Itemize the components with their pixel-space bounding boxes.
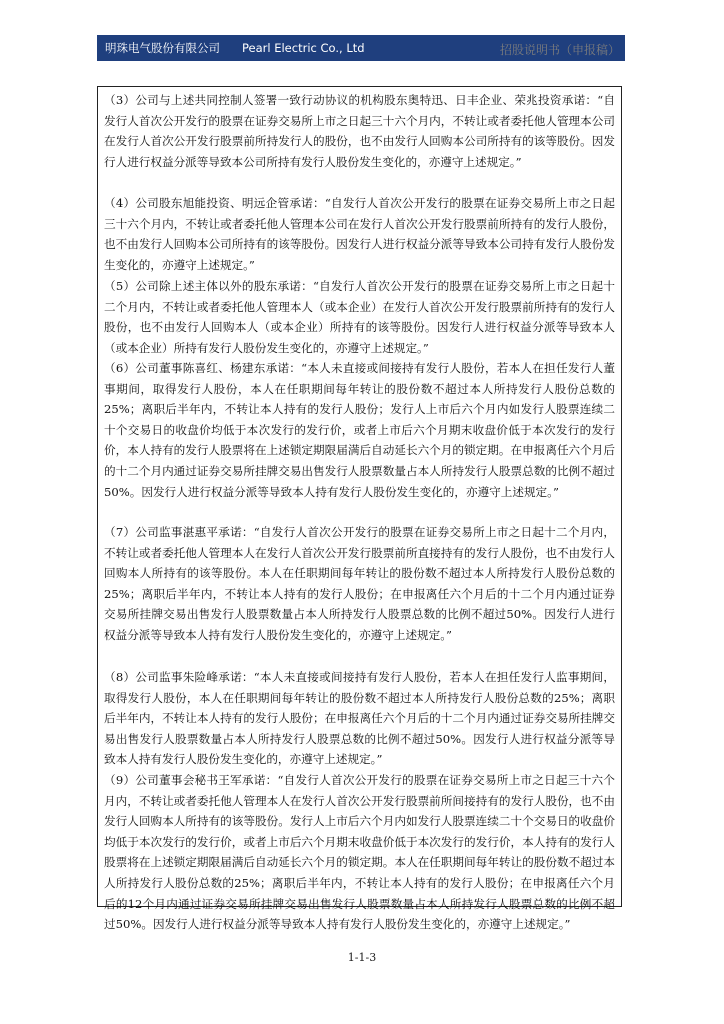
company-name-en: Pearl Electric Co., Ltd — [242, 41, 365, 55]
content-body — [104, 90, 615, 935]
header-company — [105, 40, 365, 56]
paragraph-6: （6）公司董事陈喜红、杨建东承诺：“本人未直接或间接持有发行人股份，若本人在担任发行人董事期间，取得发行人股份，本人在任职期间每年转让的股份数不超过本人所持发行人股份总数的25%；离职后半年内，不转让本人持有的发行人股份；发行人上市后六个月内如发行人股票连续二十个交易日的收盘价均低于本次发行的发行价，或者上市后六个月期末收盘价低于本次发行的发行价，本人持有的发行人股票将在上述锁定期限届满后自动延长六个月的锁定期。在申报离任六个月后的十二个月内通过证券交易所挂牌交易出售发行人股票数量占本人所持发行人股票总数的比例不超过50%。因发行人进行权益分派等导致本人持有发行人股份发生变化的，亦遵守上述规定。” — [104, 361, 615, 499]
paragraph-4: （4）公司股东旭能投资、明远企管承诺：“自发行人首次公开发行的股票在证券交易所上市之日起三十六个月内，不转让或者委托他人管理本公司在发行人首次公开发行股票前所持有的发行人股份，也不由发行人回购本公司所持有的该等股份。因发行人进行权益分派等导致本公司持有发行人股份发生变化的，亦遵守上述规定。” — [104, 196, 615, 272]
paragraph-7: （7）公司监事湛惠平承诺：“自发行人首次公开发行的股票在证券交易所上市之日起十二个月内，不转让或者委托他人管理本人在发行人首次公开发行股票前所直接持有的发行人股份，也不由发行人回购本人所持有的该等股份。本人在任职期间每年转让的股份数不超过本人所持发行人股份总数的25%；离职后半年内，不转让本人持有的发行人股份；在申报离任六个月后的十二个月内通过证券交易所挂牌交易出售发行人股票数量占本人所持发行人股票总数的比例不超过50%。因发行人进行权益分派等导致本人持有发行人股份发生变化的，亦遵守上述规定。” — [104, 525, 615, 642]
content-frame — [97, 86, 622, 932]
paragraph-8: （8）公司监事朱险峰承诺：“本人未直接或间接持有发行人股份，若本人在担任发行人监事期间，取得发行人股份，本人在任职期间每年转让的股份数不超过本人所持发行人股份总数的25%；离职后半年内，不转让本人持有的发行人股份；在申报离任六个月后的十二个月内通过证券交易所挂牌交易出售发行人股票数量占本人所持发行人股票总数的比例不超过50%。因发行人进行权益分派等导致本人持有发行人股份发生变化的，亦遵守上述规定。” — [104, 670, 615, 767]
paragraph-3: （3）公司与上述共同控制人签署一致行动协议的机构股东奥特迅、日丰企业、荣兆投资承诺：“自发行人首次公开发行的股票在证券交易所上市之日起三十六个月内，不转让或者委托他人管理本公司在发行人首次公开发行股票前所持发行人的股份，也不由发行人回购本公司所持有的该等股份。因发行人进行权益分派等导致本公司所持有发行人股份发生变化的，亦遵守上述规定。” — [104, 93, 615, 169]
paragraph-5: （5）公司除上述主体以外的股东承诺：“自发行人首次公开发行的股票在证券交易所上市之日起十二个月内，不转让或者委托他人管理本人（或本企业）在发行人首次公开发行股票前所持有的发行人股份，也不由发行人回购本人（或本企业）所持有的该等股份。因发行人进行权益分派等导致本人（或本企业）所持有发行人股份发生变化的，亦遵守上述规定。” — [104, 279, 615, 355]
document-type: 招股说明书（申报稿） — [500, 43, 621, 57]
company-name-cn: 明珠电气股份有限公司 — [105, 41, 220, 55]
paragraph-9: （9）公司董事会秘书王军承诺：“自发行人首次公开发行的股票在证券交易所上市之日起三十六个月内，不转让或者委托他人管理本人在发行人首次公开发行股票前所间接持有的发行人股份，也不由发行人回购本人所持有的该等股份。发行人上市后六个月内如发行人股票连续二十个交易日的收盘价均低于本次发行的发行价，或者上市后六个月期末收盘价低于本次发行的发行价，本人持有的发行人股票将在上述锁定期限届满后自动延长六个月的锁定期。本人在任职期间每年转让的股份数不超过本人所持发行人股份总数的25%；离职后半年内，不转让本人持有的发行人股份；在申报离任六个月后的12个月内通过证券交易所挂牌交易出售发行人股票数量占本人所持发行人股票总数的比例不超过50%。因发行人进行权益分派等导致本人持有发行人股份发生变化的，亦遵守上述规定。” — [104, 773, 615, 932]
page-number: 1-1-3 — [347, 951, 377, 964]
